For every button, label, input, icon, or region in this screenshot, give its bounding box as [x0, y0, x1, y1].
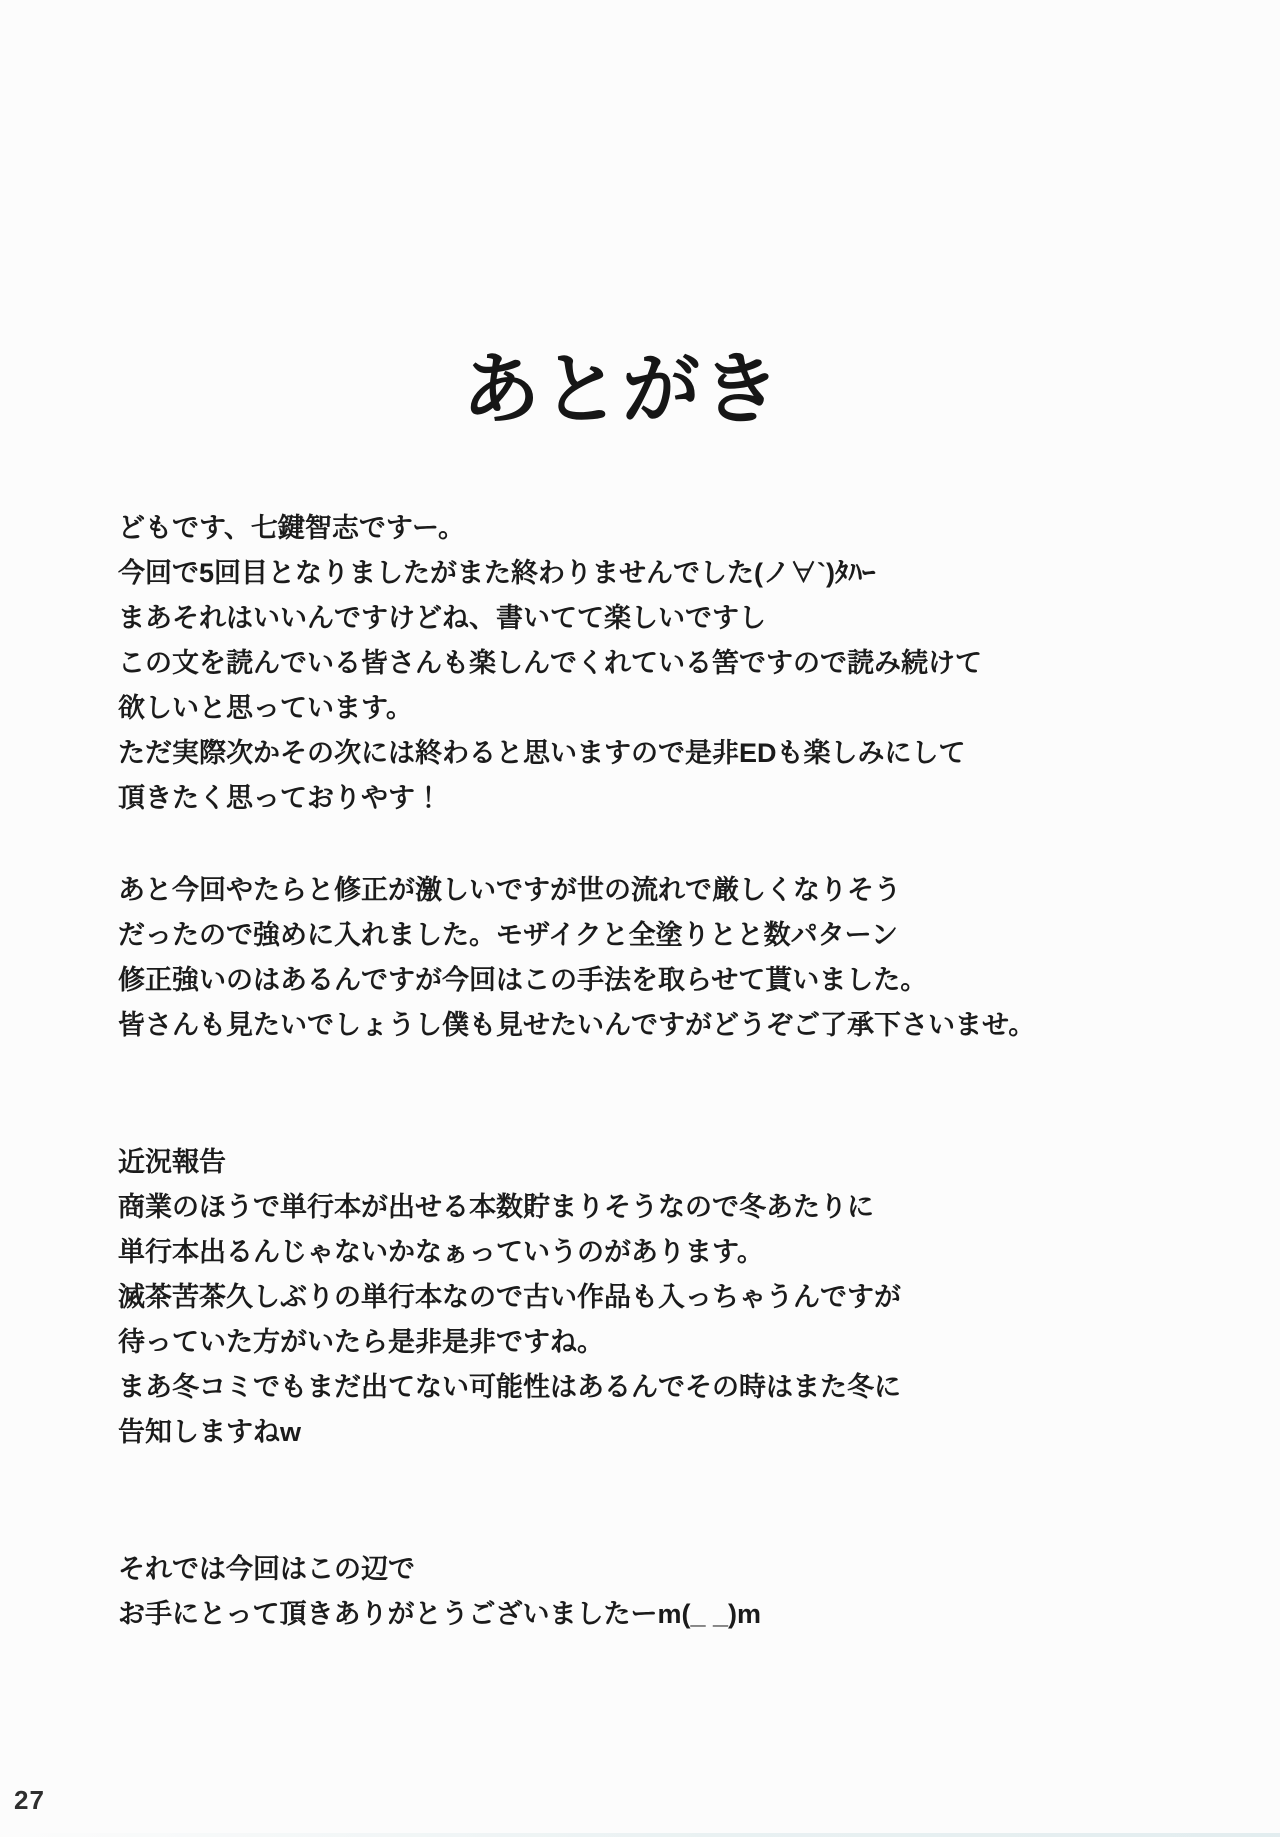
paragraph-intro — [118, 506, 1220, 821]
text-line: 単行本出るんじゃないかなぁっていうのがあります。 — [118, 1237, 764, 1267]
text-line: 欲しいと思っています。 — [118, 693, 413, 723]
text-line: 待っていた方がいたら是非是非ですね。 — [118, 1327, 604, 1357]
text-line: お手にとって頂きありがとうございましたーm(_ _)m — [118, 1599, 761, 1629]
text-line: 滅茶苦茶久しぶりの単行本なので古い作品も入っちゃうんですが — [118, 1282, 901, 1312]
status-report-heading: 近況報告 — [118, 1147, 226, 1177]
page-title: あとがき — [461, 345, 782, 434]
text-line: それでは今回はこの辺で — [118, 1554, 415, 1584]
text-line: どもです、七鍵智志ですー。 — [118, 513, 465, 543]
text-line: あと今回やたらと修正が激しいですが世の流れで厳しくなりそう — [118, 875, 901, 905]
text-line: 商業のほうで単行本が出せる本数貯まりそうなので冬あたりに — [118, 1192, 874, 1222]
text-line: 皆さんも見たいでしょうし僕も見せたいんですがどうぞご了承下さいませ。 — [118, 1010, 1036, 1040]
text-line: 告知しますねw — [118, 1417, 302, 1447]
text-line: だったので強めに入れました。モザイクと全塗りとと数パターン — [118, 920, 899, 950]
text-line: ただ実際次かその次には終わると思いますので是非EDも楽しみにして — [118, 738, 966, 768]
text-line: 今回で5回目となりましたがまた終わりませんでした(ノ∀`)ﾀﾊｰ — [118, 558, 876, 588]
page-number: 27 — [14, 1785, 45, 1815]
paragraph-closing — [118, 1547, 1220, 1637]
paragraph-status-report — [118, 1140, 1220, 1455]
text-line: この文を読んでいる皆さんも楽しんでくれている筈ですので読み続けて — [118, 648, 982, 678]
text-line: まあそれはいいんですけどね、書いてて楽しいですし — [118, 603, 766, 633]
paragraph-censorship-note — [118, 868, 1220, 1048]
text-line: 修正強いのはあるんですが今回はこの手法を取らせて貰いました。 — [118, 965, 928, 995]
text-line: 頂きたく思っておりやす！ — [118, 783, 442, 813]
text-line: まあ冬コミでもまだ出てない可能性はあるんでその時はまた冬に — [118, 1372, 901, 1402]
scan-bottom-edge — [0, 1833, 1280, 1837]
